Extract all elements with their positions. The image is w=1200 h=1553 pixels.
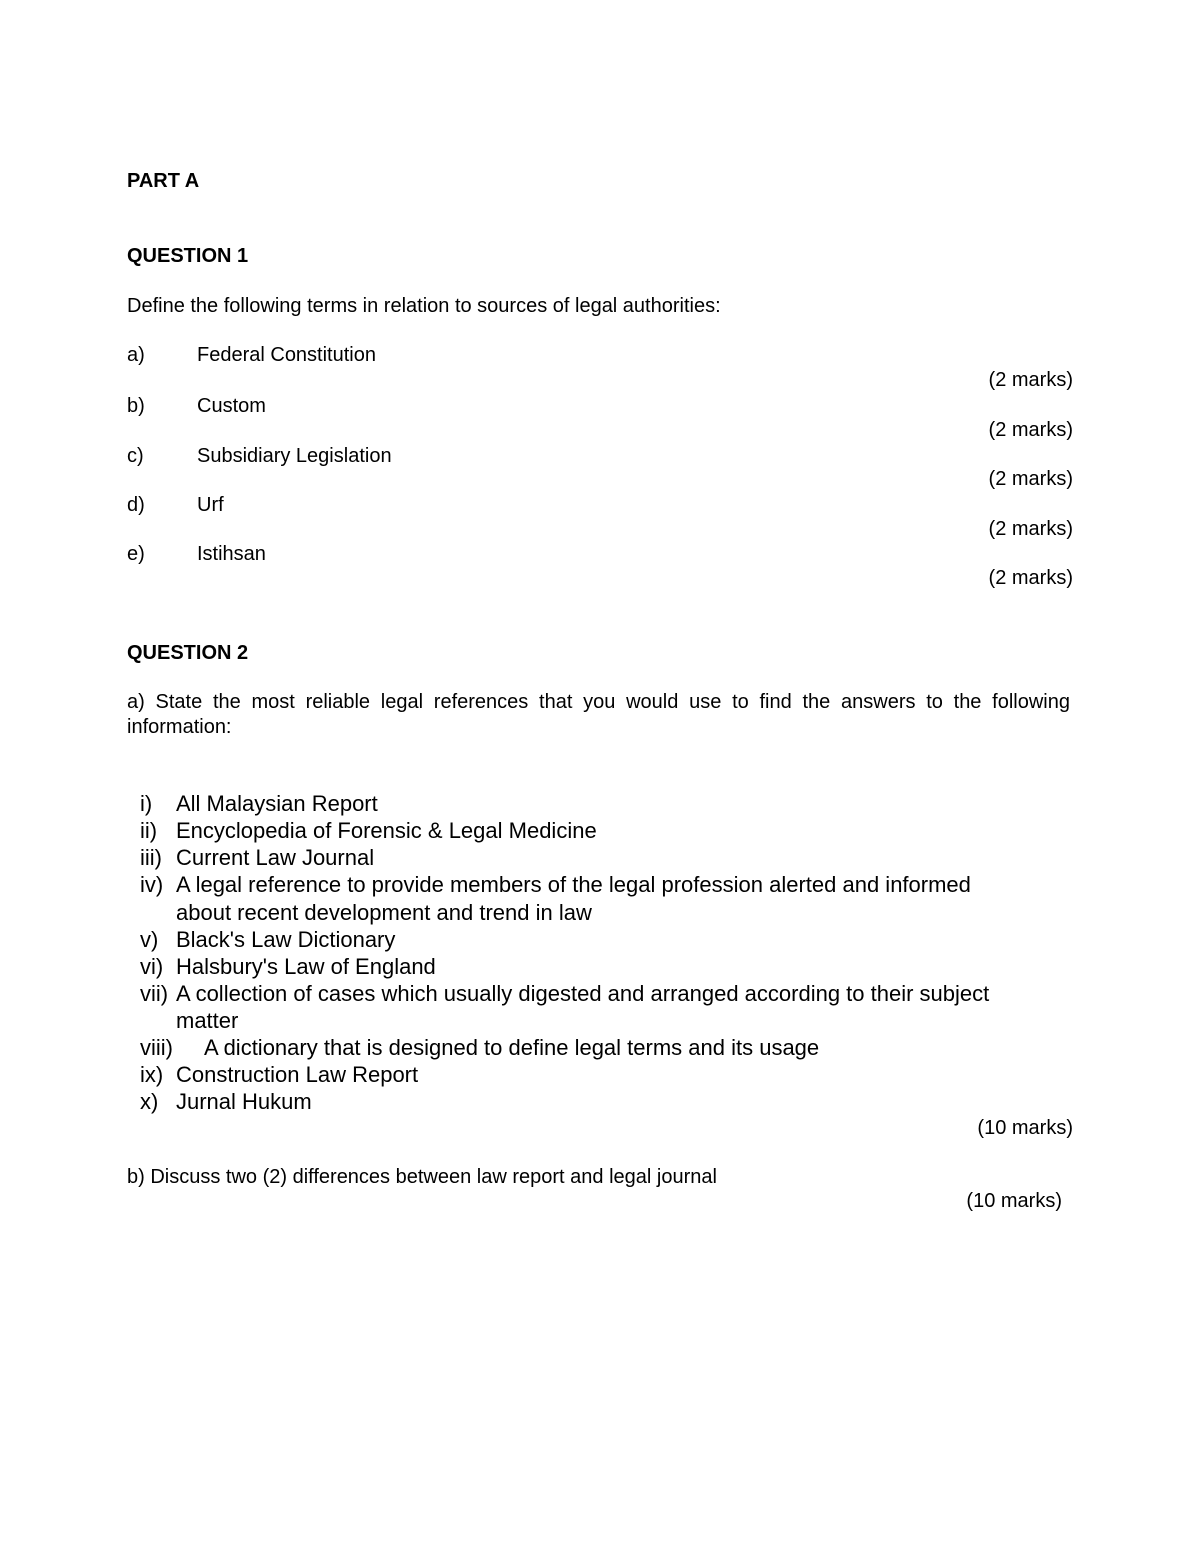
q1-item-text-b: Custom [197,395,266,417]
q1-item-label-d: d) [127,494,145,516]
q1-item-label-e: e) [127,543,145,565]
q1-item-label-b: b) [127,395,145,417]
q2-item-text: A dictionary that is designed to define legal terms and its usage [204,1035,820,1060]
question-2a-intro: a) State the most reliable legal references that you would use to find the answers to the following information: [127,691,1070,738]
q2-item-label: vii) [140,981,169,1006]
q1-marks-c: (2 marks) [988,468,1073,490]
q2-item-label: iv) [140,872,164,897]
q1-marks-e: (2 marks) [988,567,1073,589]
q1-marks-a: (2 marks) [988,369,1073,391]
q2-item-text: Encyclopedia of Forensic & Legal Medicine [176,818,597,843]
question-2a-marks: (10 marks) [977,1117,1073,1139]
q2-item-text-continued: about recent development and trend in law [176,900,592,925]
q2-item-label: iii) [140,845,162,870]
q2-item-label: ii) [140,818,158,843]
q2-item-text: All Malaysian Report [176,791,378,816]
q2-item-text: A collection of cases which usually digested and arranged according to their subject [176,981,990,1006]
question-2b-text: b) Discuss two (2) differences between law report and legal journal [127,1166,717,1188]
q2-item-text: Black's Law Dictionary [176,927,396,952]
q2-item-text: Jurnal Hukum [176,1089,312,1114]
question-1-intro: Define the following terms in relation to sources of legal authorities: [127,295,721,317]
q1-item-text-c: Subsidiary Legislation [197,445,392,467]
question-2b-marks: (10 marks) [966,1190,1062,1212]
question-1-title: QUESTION 1 [127,245,249,267]
q1-marks-b: (2 marks) [988,419,1073,441]
q2-item-text: Construction Law Report [176,1062,419,1087]
q2-item-label: viii) [140,1035,173,1060]
q2-item-label: v) [140,927,159,952]
part-heading: PART A [127,170,200,192]
q2-item-text: Halsbury's Law of England [176,954,436,979]
q1-item-label-a: a) [127,344,145,366]
q1-marks-d: (2 marks) [988,518,1073,540]
q1-item-text-e: Istihsan [197,543,266,565]
q2-item-text: Current Law Journal [176,845,375,870]
q2-item-label: vi) [140,954,164,979]
question-2-title: QUESTION 2 [127,642,249,664]
q1-item-text-a: Federal Constitution [197,344,376,366]
q2-item-text: A legal reference to provide members of the legal profession alerted and informed [176,872,971,897]
q2-item-label: x) [140,1089,159,1114]
q2-item-text-continued: matter [176,1008,239,1033]
q2-item-label: ix) [140,1062,164,1087]
q1-item-label-c: c) [127,445,144,467]
q1-item-text-d: Urf [197,494,224,516]
q2-item-label: i) [140,791,153,816]
